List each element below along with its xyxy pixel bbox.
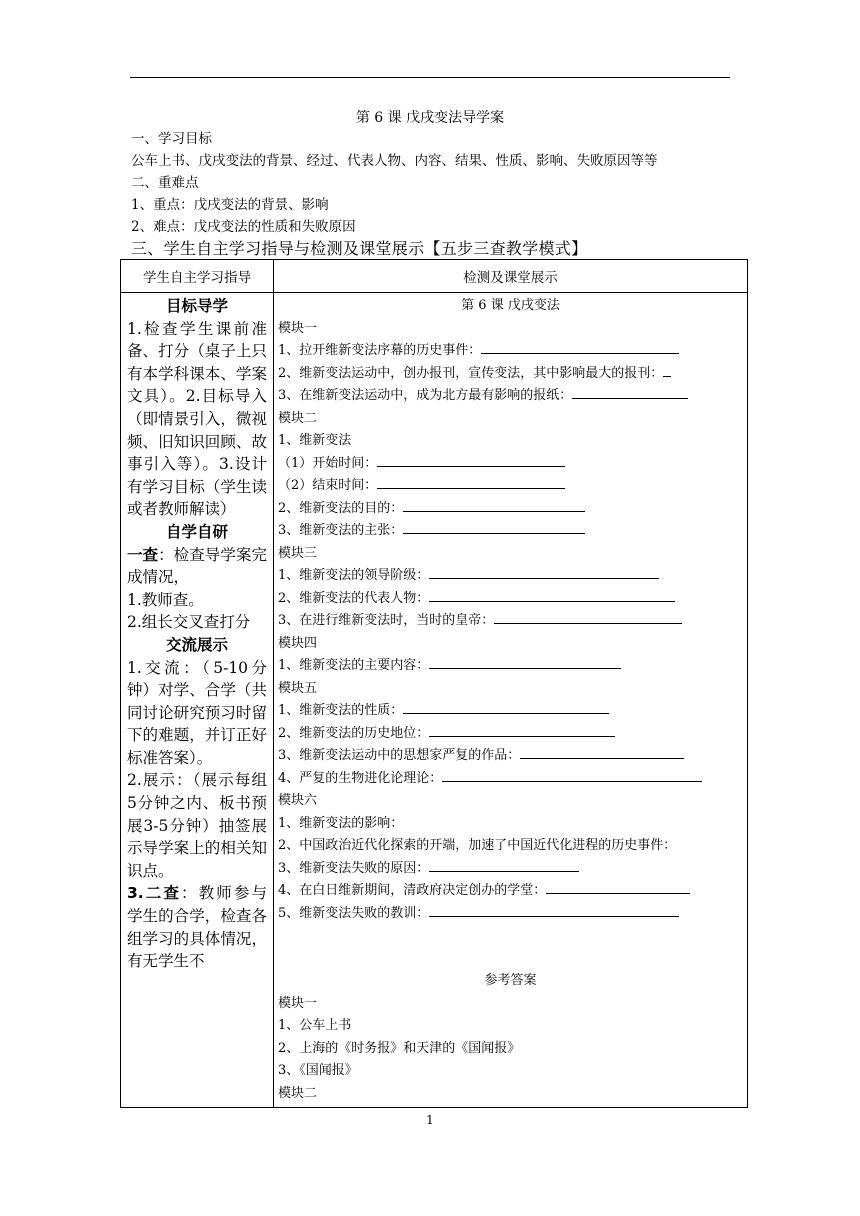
question-item: 3、维新变法的主张： (278, 520, 743, 543)
answer-blank[interactable] (663, 363, 671, 377)
first-check-text: ：检查导学案完成情况， (127, 545, 267, 587)
lesson-subtitle: 第 6 课 戊戌变法 (461, 298, 560, 313)
page-title: 第 6 课 戊戌变法导学案 (355, 110, 505, 126)
page-number: 1 (426, 1113, 434, 1127)
answer-blank[interactable] (377, 475, 565, 489)
guide-paragraph-5: 2.展示：（展示每组5分钟之内、板书预展3-5分钟）抽签展示导学案上的相关知识点。 (127, 771, 267, 880)
question-item: 2、中国政治近代化探索的开端，加速了中国近代化进程的历史事件： (278, 838, 677, 853)
answer-blank[interactable] (403, 700, 609, 714)
module-4-heading: 模块四 (278, 635, 318, 651)
module-3-heading: 模块三 (278, 545, 318, 561)
question-item: 2、维新变法的目的： (278, 498, 743, 521)
module-2-heading: 模块二 (278, 410, 318, 426)
question-item: 3、维新变法失败的原因： (278, 858, 743, 881)
question-item: 4、严复的生物进化论理论： (278, 768, 743, 791)
question-item: 3、在维新变法运动中，成为北方最有影响的报纸： (278, 385, 743, 408)
question-item: 2、维新变法运动中，创办报刊，宣传变法，其中影响最大的报刊： (278, 363, 743, 386)
answer-blank[interactable] (429, 903, 679, 917)
lesson-table (120, 259, 748, 1108)
key-point: 1、重点：戊戌变法的背景、影响 (131, 197, 329, 213)
answer-blank[interactable] (481, 340, 679, 354)
question-item: 5、维新变法失败的教训： (278, 903, 743, 926)
answer-item: 2、上海的《时务报》和天津的《国闻报》 (278, 1040, 521, 1056)
question-item: 1、拉开维新变法序幕的历史事件： (278, 340, 743, 363)
guide-paragraph-2: 1.教师查。 (127, 590, 204, 609)
second-check-paragraph (127, 882, 267, 972)
answer-blank[interactable] (377, 453, 565, 467)
question-item: 3、在进行维新变法时，当时的皇帝： (278, 610, 743, 633)
answer-blank[interactable] (546, 880, 690, 894)
answer-blank[interactable] (520, 745, 684, 759)
question-item: （2）结束时间： (278, 475, 743, 498)
heading-goal-guide: 目标导学 (165, 297, 228, 315)
answer-blank[interactable] (429, 723, 615, 737)
guide-paragraph-1: 1.检查学生课前准备、打分（桌子上只有本学科课本、学案文具）。2.目标导入（即情景引入，微视频、旧知识回顾、故事引入等）。3.设计有学习目标（学生读或者教师解读） (127, 319, 267, 519)
section-heading-goals: 一、学习目标 (131, 131, 212, 147)
answer-blank[interactable] (429, 858, 579, 872)
first-check-label: 一查 (127, 545, 159, 564)
answer-item: 1、公车上书 (278, 1018, 352, 1033)
answer-blank[interactable] (572, 385, 688, 399)
answer-blank[interactable] (429, 565, 659, 579)
question-item: 1、维新变法的领导阶级： (278, 565, 743, 588)
difficult-point: 2、难点：戊戌变法的性质和失败原因 (131, 219, 356, 235)
answer-blank[interactable] (403, 520, 585, 534)
question-item: 2、维新变法的历史地位： (278, 723, 743, 746)
heading-exchange: 交流展示 (165, 635, 228, 654)
col-header-display: 检测及课堂展示 (274, 260, 748, 293)
question-item: 1、维新变法的主要内容： (278, 655, 743, 678)
table-header-row (121, 260, 748, 293)
question-item: 1、维新变法的性质： (278, 700, 743, 723)
display-cell (274, 293, 748, 1108)
table-body-row (121, 293, 748, 1108)
header-rule (130, 77, 730, 78)
answer-blank[interactable] (403, 498, 585, 512)
module-1-heading: 模块一 (278, 320, 318, 336)
section-heading-guide: 三、学生自主学习指导与检测及课堂展示【五步三查教学模式】 (131, 239, 588, 258)
guide-paragraph-3: 2.组长交叉查打分 (127, 613, 251, 632)
question-item: 2、维新变法的代表人物： (278, 588, 743, 611)
answers-heading: 参考答案 (484, 973, 537, 988)
question-item: 1、维新变法 (278, 433, 352, 448)
answer-blank[interactable] (442, 768, 702, 782)
question-item: （1）开始时间： (278, 453, 743, 476)
answer-module-1-heading: 模块一 (278, 995, 318, 1011)
first-check-paragraph (127, 544, 267, 589)
answer-blank[interactable] (429, 588, 675, 602)
answer-blank[interactable] (494, 610, 682, 624)
answer-item: 3、《国闻报》 (278, 1063, 358, 1078)
col-header-guide: 学生自主学习指导 (121, 260, 274, 293)
module-5-heading: 模块五 (278, 680, 318, 696)
question-item: 3、维新变法运动中的思想家严复的作品： (278, 745, 743, 768)
question-item: 4、在白日维新期间，清政府决定创办的学堂： (278, 880, 743, 903)
section-heading-focus: 二、重难点 (131, 175, 199, 191)
intro-section (131, 128, 761, 260)
guide-cell (121, 293, 274, 1108)
guide-paragraph-4: 1.交流：（5-10分钟）对学、合学（共同讨论研究预习时留下的难题，并订正好标准答案）。 (127, 658, 267, 767)
goals-text: 公车上书、戊戌变法的背景、经过、代表人物、内容、结果、性质、影响、失败原因等等 (131, 153, 658, 169)
second-check-label: 3.二查 (127, 884, 182, 903)
heading-self-study: 自学自研 (165, 522, 228, 541)
answer-module-2-heading: 模块二 (278, 1085, 318, 1101)
module-6-heading: 模块六 (278, 793, 318, 808)
answer-blank[interactable] (429, 655, 621, 669)
question-item: 1、维新变法的影响： (278, 815, 404, 831)
spacer (278, 925, 743, 970)
second-check-text: ：教师参与学生的合学，检查各组学习的具体情况，有无学生不 (127, 884, 267, 971)
